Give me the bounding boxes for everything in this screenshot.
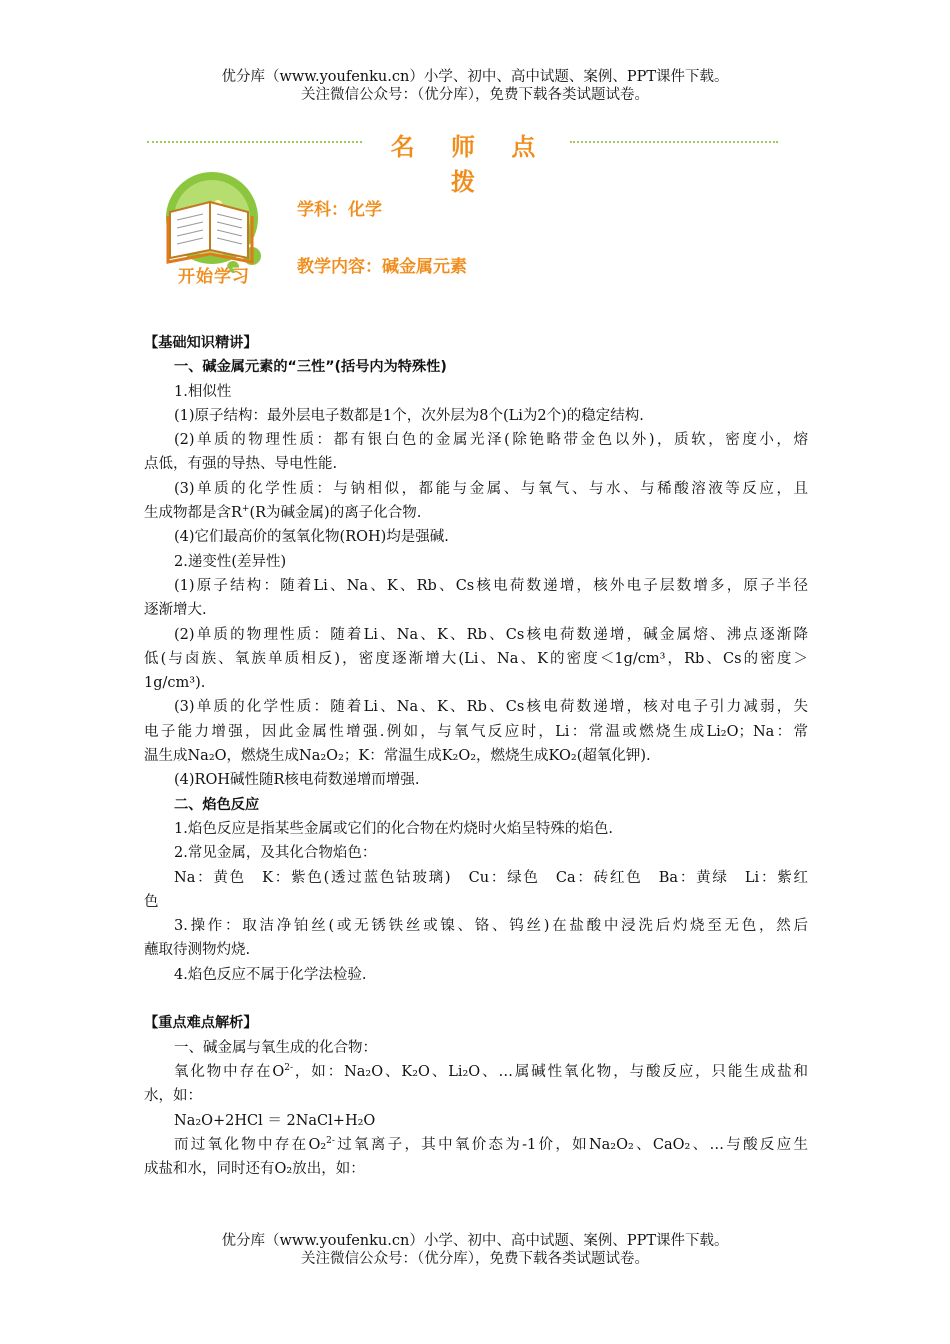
paragraph: (1)原子结构：随着Li、Na、K、Rb、Cs核电荷数递增，核外电子层数增多，原子半径 xyxy=(174,577,808,594)
document-body xyxy=(144,331,808,1181)
paragraph: (4)ROH碱性随R核电荷数递增而增强. xyxy=(174,772,420,789)
page-header xyxy=(0,68,950,104)
dotted-divider-right xyxy=(570,141,778,143)
banner-title: 名 师 点 拨 xyxy=(390,132,550,196)
paragraph: 1.相似性 xyxy=(174,383,232,400)
subheading-oxides: 一、碱金属与氧生成的化合物： xyxy=(174,1039,377,1056)
paragraph: 2.递变性(差异性) xyxy=(174,553,287,570)
paragraph: 逐渐增大. xyxy=(144,602,207,619)
page-footer xyxy=(0,1232,950,1268)
paragraph: 蘸取待测物灼烧. xyxy=(144,942,251,959)
paragraph: 电子能力增强，因此金属性增强.例如，与氧气反应时，Li：常温或燃烧生成Li₂O；Na：常 xyxy=(144,723,808,740)
spacer xyxy=(144,987,808,1011)
paragraph: 水，如： xyxy=(144,1088,202,1105)
logo-caption: 开始学习 xyxy=(178,267,250,287)
paragraph: (1)原子结构：最外层电子数都是1个，次外层为8个(Li为2个)的稳定结构. xyxy=(174,407,644,424)
paragraph: (4)它们最高价的氢氧化物(ROH)均是强碱. xyxy=(174,529,449,546)
paragraph: 成盐和水，同时还有O₂放出，如： xyxy=(144,1161,365,1178)
footer-line-1: 优分库（www.youfenku.cn）小学、初中、高中试题、案例、PPT课件下载。 xyxy=(221,1233,729,1249)
subheading-flame-test: 二、焰色反应 xyxy=(174,796,260,813)
header-line-1: 优分库（www.youfenku.cn）小学、初中、高中试题、案例、PPT课件下载。 xyxy=(221,69,729,85)
paragraph: (2)单质的物理性质：都有银白色的金属光泽(除铯略带金色以外)，质软，密度小，熔 xyxy=(174,432,808,449)
dotted-divider-left xyxy=(147,141,362,143)
footer-line-2: 关注微信公众号：（优分库），免费下载各类试题试卷。 xyxy=(301,1251,649,1267)
paragraph: (3)单质的化学性质：与钠相似，都能与金属、与氧气、与水、与稀酸溶液等反应，且 xyxy=(174,480,808,497)
paragraph: 氧化物中存在$O^{2-}$，如：Na₂O、K₂O、Li₂O、…属碱性氧化物，与酸反应，只能生成盐和 xyxy=(174,1063,808,1080)
paragraph: 1g/cm³). xyxy=(144,675,206,692)
paragraph: 2.常见金属，及其化合物焰色： xyxy=(174,845,377,862)
paragraph: (2)单质的物理性质：随着Li、Na、K、Rb、Cs核电荷数递增，碱金属熔、沸点逐渐降 xyxy=(174,626,808,643)
paragraph: 4.焰色反应不属于化学法检验. xyxy=(174,966,367,983)
equation: Na₂O+2HCl ＝ 2NaCl+H₂O xyxy=(174,1112,376,1129)
section-title-basics: 【基础知识精讲】 xyxy=(144,335,258,351)
paragraph: 1.焰色反应是指某些金属或它们的化合物在灼烧时火焰呈特殊的焰色. xyxy=(174,820,613,837)
paragraph: 点低，有强的导热、导电性能. xyxy=(144,456,338,473)
teaching-content-label: 教学内容：碱金属元素 xyxy=(297,257,467,277)
paragraph: (3)单质的化学性质：随着Li、Na、K、Rb、Cs核电荷数递增，核对电子引力减弱，失 xyxy=(174,699,808,716)
paragraph: 色 xyxy=(144,893,159,910)
subheading-three-properties: 一、碱金属元素的“三性”(括号内为特殊性) xyxy=(174,359,447,376)
paragraph: Na：黄色 K：紫色(透过蓝色钴玻璃) Cu：绿色 Ca：砖红色 Ba：黄绿 Li：紫红 xyxy=(174,869,808,886)
paragraph: 3.操作：取洁净铂丝(或无锈铁丝或镍、铬、钨丝)在盐酸中浸洗后灼烧至无色，然后 xyxy=(174,918,808,935)
section-title-key-points: 【重点难点解析】 xyxy=(144,1015,258,1032)
paragraph: 而过氧化物中存在O₂$^{2-}$过氧离子，其中氧价态为-1价，如Na₂O₂、CaO₂、…与酸反应生 xyxy=(174,1135,808,1153)
subject-label: 学科：化学 xyxy=(297,200,382,220)
paragraph: 温生成Na₂O，燃烧生成Na₂O₂；K：常温生成K₂O₂，燃烧生成KO₂(超氧化钾). xyxy=(144,748,651,765)
paragraph: 生成物都是含R+(R为碱金属)的离子化合物. xyxy=(144,504,422,522)
paragraph: 低(与卤族、氧族单质相反)，密度逐渐增大(Li、Na、K的密度＜1g/cm³，Rb、Cs的密度＞ xyxy=(144,650,808,667)
header-line-2: 关注微信公众号：（优分库），免费下载各类试题试卷。 xyxy=(301,87,649,103)
